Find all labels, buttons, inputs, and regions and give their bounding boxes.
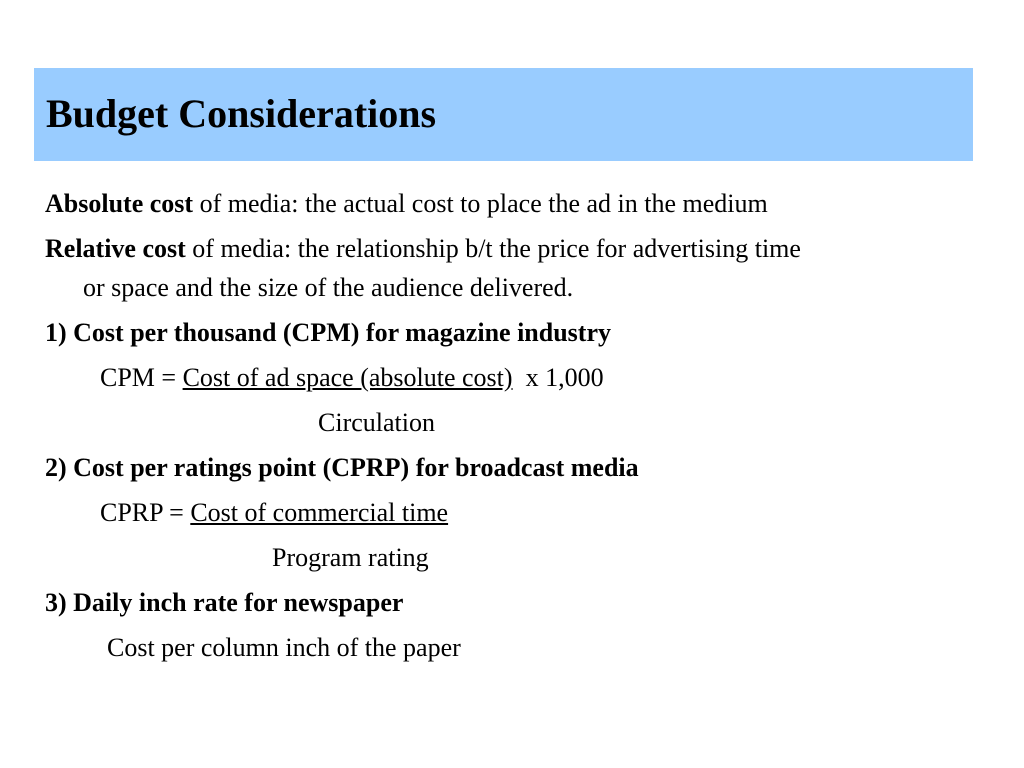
title-bar bbox=[34, 68, 973, 161]
daily-inch-heading: 3) Daily inch rate for newspaper bbox=[45, 588, 404, 617]
cprp-heading: 2) Cost per ratings point (CPRP) for broadcast media bbox=[45, 453, 639, 482]
cpm-formula bbox=[100, 362, 604, 393]
cpm-prefix: CPM = bbox=[100, 363, 183, 392]
relative-cost-term: Relative cost bbox=[45, 234, 186, 263]
cprp-prefix: CPRP = bbox=[100, 498, 191, 527]
daily-inch-description: Cost per column inch of the paper bbox=[107, 633, 461, 662]
slide-title: Budget Considerations bbox=[46, 91, 437, 136]
relative-cost-definition: of media: the relationship b/t the price for advertising time bbox=[185, 234, 801, 263]
cpm-multiplier: x 1,000 bbox=[512, 363, 604, 392]
relative-cost-line-2: or space and the size of the audience delivered. bbox=[83, 273, 574, 302]
relative-cost-line-1 bbox=[45, 233, 801, 264]
absolute-cost-definition: of media: the actual cost to place the ad in the medium bbox=[193, 189, 768, 218]
cprp-formula bbox=[100, 497, 448, 528]
cprp-numerator: Cost of commercial time bbox=[190, 498, 449, 527]
cprp-denominator: Program rating bbox=[272, 543, 429, 572]
cpm-denominator: Circulation bbox=[318, 408, 435, 437]
cpm-heading: 1) Cost per thousand (CPM) for magazine industry bbox=[45, 318, 611, 347]
absolute-cost-term: Absolute cost bbox=[45, 189, 194, 218]
cpm-numerator: Cost of ad space (absolute cost) bbox=[182, 363, 513, 392]
absolute-cost-line bbox=[45, 188, 768, 219]
